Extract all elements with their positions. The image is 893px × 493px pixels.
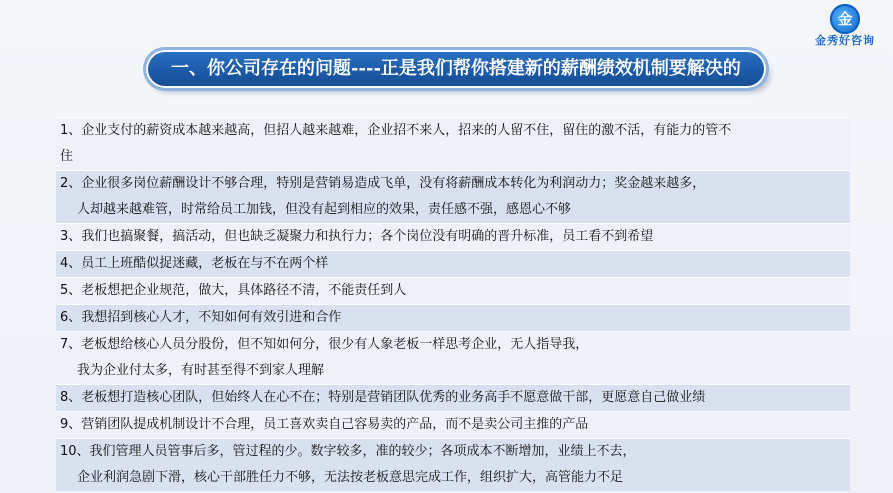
problem-list bbox=[56, 117, 850, 491]
list-item-line2: 人却越来越难管，时常给员工加钱，但没有起到相应的效果，责任感不强，感恩心不够 bbox=[77, 202, 572, 217]
list-item-line1: 8、老板想打造核心团队，但始终人在心不在；特别是营销团队优秀的业务高手不愿意做干部，更愿意自己做业绩 bbox=[60, 390, 706, 405]
list-item bbox=[56, 384, 850, 411]
list-item-line1: 5、老板想把企业规范，做大，具体路径不清，不能责任到人 bbox=[60, 283, 407, 298]
list-item-line2: 住 bbox=[60, 149, 74, 164]
list-item-line2: 企业利润急剧下滑，核心干部胜任力不够，无法按老板意思完成工作，组织扩大，高管能力不足 bbox=[77, 470, 624, 485]
list-item bbox=[56, 223, 850, 250]
list-item-line1: 7、老板想给核心人员分股份，但不知如何分，很少有人象老板一样思考企业，无人指导我， bbox=[60, 337, 589, 352]
list-item bbox=[56, 411, 850, 438]
list-item bbox=[56, 117, 850, 170]
company-logo bbox=[810, 4, 880, 46]
list-item-line1: 6、我想招到核心人才，不知如何有效引进和合作 bbox=[60, 310, 342, 325]
list-item bbox=[56, 331, 850, 384]
list-item-line1: 3、我们也搞聚餐，搞活动，但也缺乏凝聚力和执行力；各个岗位没有明确的晋升标准，员工看不到希望 bbox=[60, 229, 654, 244]
list-item-line2: 我为企业付太多，有时甚至得不到家人理解 bbox=[77, 363, 325, 378]
list-item bbox=[56, 438, 850, 491]
list-item-line1: 9、营销团队提成机制设计不合理，员工喜欢卖自己容易卖的产品，而不是卖公司主推的产品 bbox=[60, 417, 589, 432]
logo-mark-icon: 金 bbox=[830, 4, 860, 34]
logo-text: 金秀好咨询 bbox=[815, 34, 875, 47]
list-item-line1: 4、员工上班酷似捉迷藏，老板在与不在两个样 bbox=[60, 256, 329, 271]
list-item bbox=[56, 250, 850, 277]
list-item-line1: 2、企业很多岗位薪酬设计不够合理，特别是营销易造成飞单，没有将薪酬成本转化为利润动力；奖金越来越多， bbox=[60, 176, 706, 191]
list-item bbox=[56, 277, 850, 304]
list-item-line1: 1、企业支付的薪资成本越来越高，但招人越来越难，企业招不来人，招来的人留不住，留住的激不活，有能力的管不 bbox=[60, 123, 732, 138]
list-item bbox=[56, 304, 850, 331]
page-title-banner: 一、你公司存在的问题----正是我们帮你搭建新的薪酬绩效机制要解决的 bbox=[146, 50, 766, 88]
list-item bbox=[56, 170, 850, 223]
list-item-line1: 10、我们管理人员管事后多，管过程的少。数字较多，准的较少；各项成本不断增加，业绩上不去， bbox=[60, 444, 636, 459]
